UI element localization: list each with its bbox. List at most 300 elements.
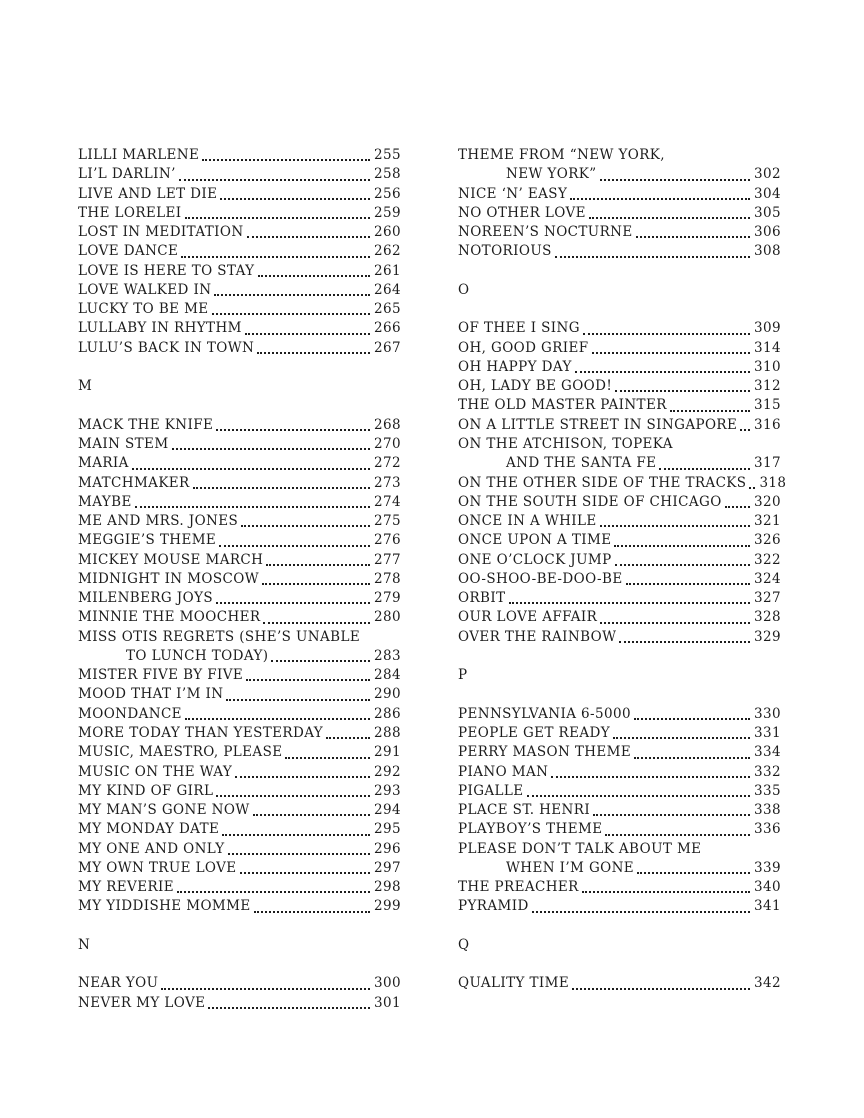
page-number: 339 <box>754 859 781 876</box>
song-title: OVER THE RAINBOW <box>458 628 617 645</box>
blank-line <box>78 955 401 974</box>
toc-entry <box>78 454 401 473</box>
dot-leader <box>326 737 370 739</box>
song-title: NOTORIOUS <box>458 243 552 260</box>
toc-entry <box>458 743 781 762</box>
dot-leader <box>135 506 370 508</box>
toc-entry <box>458 242 781 261</box>
toc-entry-continuation <box>458 165 781 184</box>
song-title: LULLABY IN RHYTHM <box>78 320 242 337</box>
toc-entry <box>458 782 781 801</box>
toc-entry <box>78 281 401 300</box>
song-title: TO LUNCH TODAY) <box>126 647 269 664</box>
dot-leader <box>185 718 370 720</box>
song-title: MISS OTIS REGRETS (SHE’S UNABLE <box>78 628 361 645</box>
page-number: 301 <box>374 994 401 1011</box>
song-title: OH HAPPY DAY <box>458 358 572 375</box>
page-number: 278 <box>374 570 401 587</box>
page-number: 290 <box>374 686 401 703</box>
page-number: 322 <box>754 551 781 568</box>
page-number: 316 <box>754 416 781 433</box>
song-title: PLACE ST. HENRI <box>458 802 591 819</box>
dot-leader <box>177 891 370 893</box>
page-number: 292 <box>374 763 401 780</box>
song-title: PIANO MAN <box>458 763 549 780</box>
page-number: 284 <box>374 667 401 684</box>
page-number: 312 <box>754 378 781 395</box>
page-number: 300 <box>374 975 401 992</box>
song-title: ON A LITTLE STREET IN SINGAPORE <box>458 416 738 433</box>
song-title: MY REVERIE <box>78 879 175 896</box>
song-title: MAIN STEM <box>78 435 169 452</box>
toc-entry <box>458 377 781 396</box>
toc-entry <box>458 531 781 550</box>
blank-line <box>458 955 781 974</box>
page-number: 286 <box>374 705 401 722</box>
page-number: 272 <box>374 455 401 472</box>
toc-entry <box>78 840 401 859</box>
page-number: 276 <box>374 532 401 549</box>
page-number: 317 <box>754 455 781 472</box>
section-letter: N <box>78 936 91 953</box>
song-title: MY MONDAY DATE <box>78 821 220 838</box>
page-number: 266 <box>374 320 401 337</box>
toc-entry <box>78 339 401 358</box>
toc-entry <box>78 589 401 608</box>
toc-entry <box>458 319 781 338</box>
song-title: LOVE DANCE <box>78 243 179 260</box>
toc-entry <box>78 416 401 435</box>
dot-leader <box>636 236 750 238</box>
dot-leader <box>193 487 370 489</box>
dot-leader <box>226 699 370 701</box>
page-number: 270 <box>374 435 401 452</box>
toc-entry <box>78 146 401 165</box>
page-number: 275 <box>374 513 401 530</box>
toc-entry <box>78 242 401 261</box>
blank-line <box>78 358 401 377</box>
page-number: 340 <box>754 879 781 896</box>
song-title: LOVE WALKED IN <box>78 281 212 298</box>
dot-leader <box>216 429 370 431</box>
song-title: THE OLD MASTER PAINTER <box>458 397 667 414</box>
song-title: MY OWN TRUE LOVE <box>78 859 237 876</box>
section-heading <box>458 936 781 955</box>
page-number: 299 <box>374 898 401 915</box>
page-number: 327 <box>754 590 781 607</box>
dot-leader <box>257 352 370 354</box>
song-title: OUR LOVE AFFAIR <box>458 609 598 626</box>
dot-leader <box>220 198 370 200</box>
page-number: 304 <box>754 185 781 202</box>
section-letter: O <box>458 281 470 298</box>
toc-entry <box>78 801 401 820</box>
toc-entry-first-line <box>458 840 781 859</box>
section-letter: M <box>78 378 93 395</box>
toc-entry <box>78 820 401 839</box>
page-number: 318 <box>759 474 787 491</box>
dot-leader <box>749 487 755 489</box>
song-title: LILLI MARLENE <box>78 147 200 163</box>
section-heading <box>78 936 401 955</box>
blank-line <box>458 262 781 281</box>
toc-entry <box>458 396 781 415</box>
dot-leader <box>551 776 750 778</box>
toc-entry <box>458 493 781 512</box>
page-number: 321 <box>754 513 781 530</box>
dot-leader <box>214 294 370 296</box>
dot-leader <box>132 468 370 470</box>
blank-line <box>78 396 401 415</box>
dot-leader <box>615 564 750 566</box>
dot-leader <box>235 776 370 778</box>
page-number: 342 <box>754 975 781 992</box>
dot-leader <box>589 217 750 219</box>
dot-leader <box>240 872 370 874</box>
dot-leader <box>245 333 370 335</box>
toc-entry <box>78 512 401 531</box>
song-title: OH, LADY BE GOOD! <box>458 378 613 395</box>
toc-entry <box>458 551 781 570</box>
dot-leader <box>246 679 370 681</box>
dot-leader <box>575 371 750 373</box>
dot-leader <box>615 390 750 392</box>
blank-line <box>78 917 401 936</box>
page-number: 326 <box>754 532 781 549</box>
song-title: ORBIT <box>458 590 506 607</box>
song-title: MEGGIE’S THEME <box>78 532 217 549</box>
dot-leader <box>266 564 370 566</box>
section-letter: P <box>458 667 468 684</box>
dot-leader <box>285 757 370 759</box>
toc-entry <box>78 531 401 550</box>
toc-entry <box>78 608 401 627</box>
song-title: MY YIDDISHE MOMME <box>78 898 251 915</box>
dot-leader <box>637 872 750 874</box>
dot-leader <box>222 834 370 836</box>
song-title: NOREEN’S NOCTURNE <box>458 224 633 241</box>
page-number: 296 <box>374 840 401 857</box>
page-number: 268 <box>374 416 401 433</box>
toc-entry <box>78 666 401 685</box>
toc-entry <box>458 897 781 916</box>
toc-entry <box>78 474 401 493</box>
song-title: QUALITY TIME <box>458 975 570 992</box>
section-letter: Q <box>458 936 470 953</box>
toc-entry <box>78 204 401 223</box>
section-heading <box>458 281 781 300</box>
toc-entry <box>78 878 401 897</box>
page-number: 280 <box>374 609 401 626</box>
page-number: 262 <box>374 243 401 260</box>
song-title: MOONDANCE <box>78 705 182 722</box>
page-number: 267 <box>374 339 401 356</box>
toc-entry <box>78 705 401 724</box>
dot-leader <box>253 814 370 816</box>
toc-entry-continuation <box>78 647 401 666</box>
page-number: 291 <box>374 744 401 761</box>
page-number: 302 <box>754 166 781 183</box>
song-title: NEAR YOU <box>78 975 159 992</box>
dot-leader <box>271 660 370 662</box>
song-title: OH, GOOD GRIEF <box>458 339 589 356</box>
page-number: 293 <box>374 782 401 799</box>
dot-leader <box>619 641 750 643</box>
dot-leader <box>614 545 750 547</box>
song-title: PEOPLE GET READY <box>458 724 611 741</box>
page-number: 334 <box>754 744 781 761</box>
song-title: LOST IN MEDITATION <box>78 224 244 241</box>
song-title: OO-SHOO-BE-DOO-BE <box>458 570 623 587</box>
song-title: NEVER MY LOVE <box>78 994 206 1011</box>
toc-entry <box>458 705 781 724</box>
dot-leader <box>527 795 750 797</box>
dot-leader <box>219 545 370 547</box>
page-number: 305 <box>754 204 781 221</box>
page-number: 264 <box>374 281 401 298</box>
toc-entry <box>78 743 401 762</box>
page-number: 310 <box>754 358 781 375</box>
page-number: 329 <box>754 628 781 645</box>
toc-columns <box>78 146 787 1013</box>
page-number: 279 <box>374 590 401 607</box>
song-title: PLAYBOY’S THEME <box>458 821 603 838</box>
song-title: ON THE SOUTH SIDE OF CHICAGO <box>458 493 722 510</box>
song-title: ONCE UPON A TIME <box>458 532 612 549</box>
toc-entry <box>78 685 401 704</box>
song-title: ON THE OTHER SIDE OF THE TRACKS <box>458 474 747 491</box>
song-title: PENNSYLVANIA 6-5000 <box>458 705 631 722</box>
song-title: MY KIND OF GIRL <box>78 782 214 799</box>
dot-leader <box>181 256 370 258</box>
toc-entry <box>78 300 401 319</box>
toc-entry <box>458 416 781 435</box>
page-number: 273 <box>374 474 401 491</box>
page-number: 309 <box>754 320 781 337</box>
page-number: 256 <box>374 185 401 202</box>
toc-entry <box>458 589 781 608</box>
dot-leader <box>212 313 370 315</box>
dot-leader <box>600 525 750 527</box>
toc-entry <box>78 165 401 184</box>
toc-entry <box>458 628 781 647</box>
dot-leader <box>600 622 750 624</box>
page-number: 338 <box>754 802 781 819</box>
dot-leader <box>179 179 370 181</box>
toc-entry <box>458 570 781 589</box>
page-number: 331 <box>754 724 781 741</box>
song-title: ONE O’CLOCK JUMP <box>458 551 612 568</box>
page-number: 315 <box>754 397 781 414</box>
dot-leader <box>185 217 371 219</box>
song-title: MY MAN’S GONE NOW <box>78 802 250 819</box>
song-title: THE PREACHER <box>458 879 579 896</box>
section-heading <box>78 377 401 396</box>
toc-entry <box>78 262 401 281</box>
page-number: 324 <box>754 570 781 587</box>
toc-entry <box>458 358 781 377</box>
toc-entry-first-line <box>78 628 401 647</box>
dot-leader <box>582 891 750 893</box>
page-number: 294 <box>374 802 401 819</box>
song-title: MIDNIGHT IN MOSCOW <box>78 570 260 587</box>
dot-leader <box>592 352 750 354</box>
song-title: MAYBE <box>78 493 132 510</box>
song-title: LOVE IS HERE TO STAY <box>78 262 255 279</box>
dot-leader <box>583 333 750 335</box>
dot-leader <box>161 988 370 990</box>
dot-leader <box>740 429 750 431</box>
song-title: AND THE SANTA FE <box>506 455 657 472</box>
page-number: 320 <box>754 493 781 510</box>
dot-leader <box>262 583 370 585</box>
toc-entry <box>78 493 401 512</box>
song-title: PYRAMID <box>458 898 529 915</box>
song-title: MARIA <box>78 455 129 472</box>
song-title: LI’L DARLIN’ <box>78 166 176 183</box>
toc-entry-first-line <box>458 146 781 165</box>
page-number: 314 <box>754 339 781 356</box>
toc-entry <box>458 474 787 493</box>
toc-entry <box>78 223 401 242</box>
toc-entry <box>458 223 781 242</box>
page-number: 328 <box>754 609 781 626</box>
dot-leader <box>670 410 750 412</box>
toc-entry <box>78 319 401 338</box>
dot-leader <box>509 602 751 604</box>
dot-leader <box>532 911 750 913</box>
page-number: 295 <box>374 821 401 838</box>
song-title: MOOD THAT I’M IN <box>78 686 224 703</box>
dot-leader <box>600 179 750 181</box>
toc-entry <box>78 435 401 454</box>
dot-leader <box>263 622 370 624</box>
toc-entry <box>458 878 781 897</box>
song-title: PIGALLE <box>458 782 524 799</box>
dot-leader <box>247 236 370 238</box>
toc-entry <box>78 551 401 570</box>
page-number: 332 <box>754 763 781 780</box>
dot-leader <box>593 814 750 816</box>
toc-entry <box>78 763 401 782</box>
dot-leader <box>626 583 750 585</box>
toc-entry <box>78 724 401 743</box>
song-title: WHEN I’M GONE <box>506 859 635 876</box>
page-number: 298 <box>374 879 401 896</box>
toc-entry <box>78 185 401 204</box>
song-title: MILENBERG JOYS <box>78 590 214 607</box>
dot-leader <box>216 795 370 797</box>
toc-entry <box>458 512 781 531</box>
song-title: LUCKY TO BE ME <box>78 301 209 318</box>
page-number: 341 <box>754 898 781 915</box>
dot-leader <box>613 737 750 739</box>
song-title: MUSIC ON THE WAY <box>78 763 233 780</box>
dot-leader <box>634 757 750 759</box>
page-number: 260 <box>374 224 401 241</box>
toc-entry <box>458 185 781 204</box>
toc-entry <box>458 801 781 820</box>
dot-leader <box>605 834 750 836</box>
song-title: THEME FROM “NEW YORK, <box>458 147 665 163</box>
toc-entry <box>458 724 781 743</box>
toc-entry-continuation <box>458 859 781 878</box>
dot-leader <box>241 525 370 527</box>
toc-entry <box>458 820 781 839</box>
section-heading <box>458 666 781 685</box>
page-number: 261 <box>374 262 401 279</box>
toc-entry <box>78 897 401 916</box>
song-title: THE LORELEI <box>78 204 182 221</box>
blank-line <box>458 300 781 319</box>
song-title: OF THEE I SING <box>458 320 580 337</box>
page-number: 258 <box>374 166 401 183</box>
page-number: 265 <box>374 301 401 318</box>
dot-leader <box>634 718 750 720</box>
page-number: 288 <box>374 724 401 741</box>
song-title: MINNIE THE MOOCHER <box>78 609 261 626</box>
page-number: 259 <box>374 204 401 221</box>
song-title: MACK THE KNIFE <box>78 416 214 433</box>
page-number: 277 <box>374 551 401 568</box>
toc-entry <box>458 339 781 358</box>
song-title: ME AND MRS. JONES <box>78 513 239 530</box>
dot-leader <box>555 256 750 258</box>
toc-column-left <box>78 146 401 1013</box>
toc-entry <box>78 974 401 993</box>
toc-entry <box>458 204 781 223</box>
dot-leader <box>228 853 370 855</box>
page-number: 330 <box>754 705 781 722</box>
toc-column-right <box>458 146 787 1013</box>
song-title: MATCHMAKER <box>78 474 190 491</box>
dot-leader <box>208 1007 370 1009</box>
song-title: MORE TODAY THAN YESTERDAY <box>78 724 324 741</box>
toc-entry <box>78 859 401 878</box>
page-number: 297 <box>374 859 401 876</box>
dot-leader <box>202 159 370 161</box>
song-title: MICKEY MOUSE MARCH <box>78 551 264 568</box>
song-title: NEW YORK” <box>506 166 597 183</box>
song-title: LULU’S BACK IN TOWN <box>78 339 255 356</box>
song-title: NICE ‘N’ EASY <box>458 185 568 202</box>
blank-line <box>458 917 781 936</box>
dot-leader <box>216 602 370 604</box>
page-number: 336 <box>754 821 781 838</box>
toc-entry <box>458 763 781 782</box>
song-title: NO OTHER LOVE <box>458 204 586 221</box>
toc-entry <box>78 782 401 801</box>
dot-leader <box>570 198 750 200</box>
dot-leader <box>572 988 750 990</box>
toc-entry <box>78 994 401 1013</box>
toc-entry-continuation <box>458 454 781 473</box>
toc-entry <box>458 974 781 993</box>
dot-leader <box>172 448 370 450</box>
page-number: 306 <box>754 224 781 241</box>
toc-entry-first-line <box>458 435 781 454</box>
song-title: PERRY MASON THEME <box>458 744 632 761</box>
song-title: MISTER FIVE BY FIVE <box>78 667 244 684</box>
song-title: ON THE ATCHISON, TOPEKA <box>458 435 673 452</box>
page-number: 308 <box>754 243 781 260</box>
dot-leader <box>254 911 370 913</box>
toc-entry <box>78 570 401 589</box>
dot-leader <box>725 506 750 508</box>
song-title: PLEASE DON’T TALK ABOUT ME <box>458 840 702 857</box>
song-title: LIVE AND LET DIE <box>78 185 218 202</box>
toc-entry <box>458 608 781 627</box>
